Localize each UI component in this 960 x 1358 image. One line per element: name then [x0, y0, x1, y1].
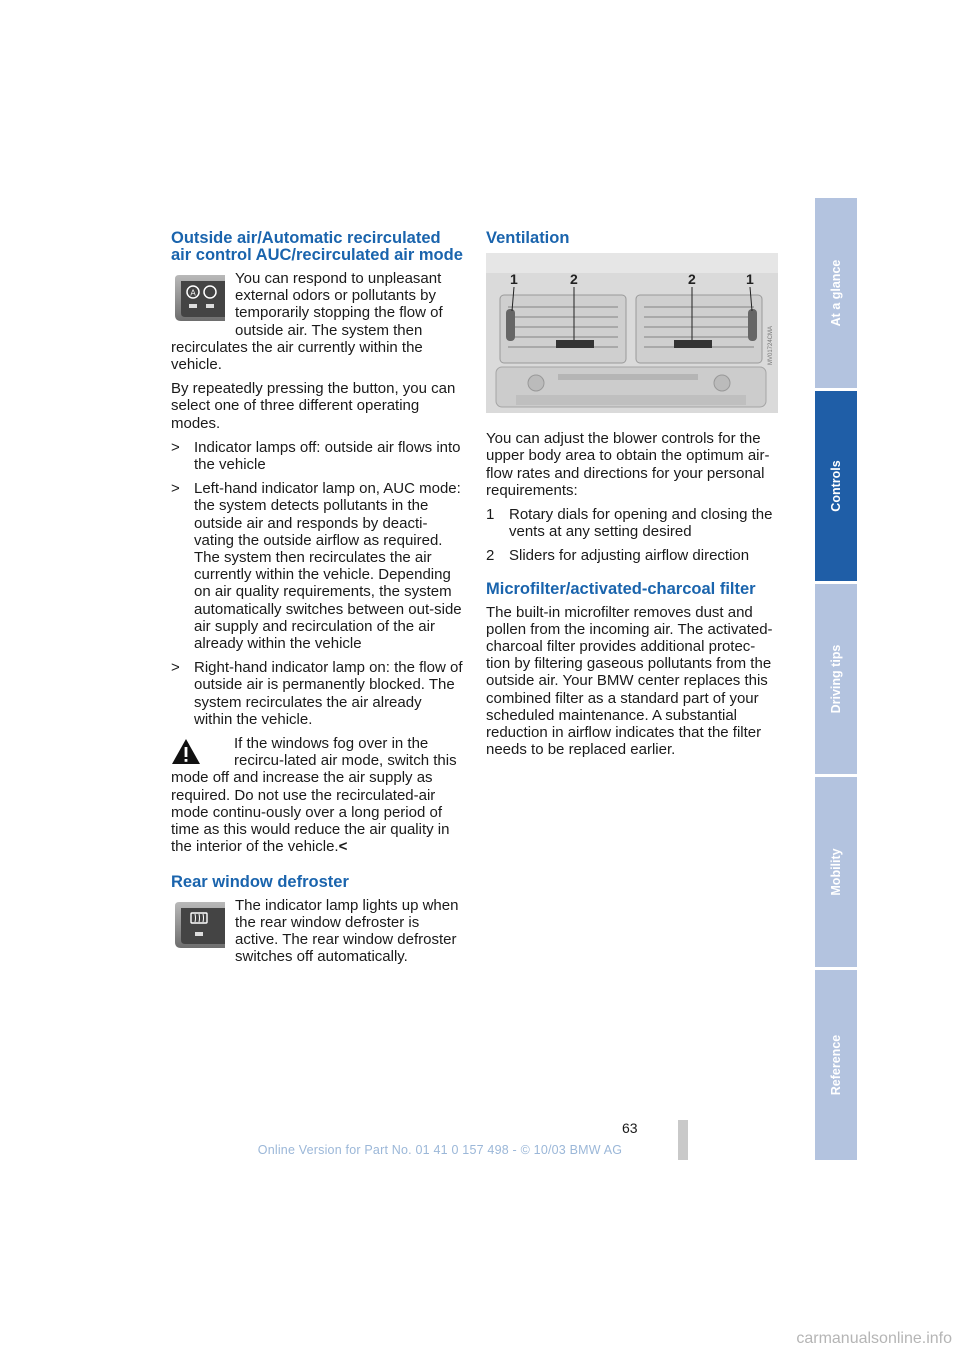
- callout-label: 1: [510, 271, 518, 287]
- defroster-block: [171, 897, 463, 973]
- right-column: [486, 230, 778, 765]
- footer: Online Version for Part No. 01 41 0 157 498 - © 10/03 BMW AG: [257, 1143, 623, 1157]
- rear-defroster-button-icon: [171, 900, 225, 950]
- ventilation-intro: You can adjust the blower controls for the upper body area to obtain the optimum air-flow rates and directions for your personal requirements:: [486, 430, 770, 499]
- watermark: carmanualsonline.info: [796, 1330, 952, 1347]
- microfilter-text: The built-in microfilter removes dust and pollen from the incoming air. The activated-charcoal filter provides additional protec-tion by filtering gaseous pollutants from the outside air. Your BMW center replaces this combined filter as a standard part of your scheduled maintenance. A substantial reduction in airflow indicates that the filter needs to be replaced earlier.: [486, 603, 773, 759]
- tab-reference[interactable]: Reference: [815, 970, 857, 1160]
- left-column: [171, 230, 463, 972]
- callout-list: [486, 506, 778, 565]
- heading-microfilter: Microfilter/activated-charcoal filter: [486, 579, 756, 598]
- list-item: 1 Rotary dials for opening and closing the vents at any setting desired: [486, 506, 773, 541]
- auc-block: [171, 270, 463, 380]
- heading-rear-defroster: Rear window defroster: [171, 872, 349, 891]
- list-item: 2 Sliders for adjusting airflow direction: [486, 547, 750, 565]
- callout-label: 2: [688, 271, 696, 287]
- callout-label: 2: [570, 271, 578, 287]
- auc-modes-text: By repeatedly pressing the button, you can select one of three different operating modes.: [171, 380, 456, 432]
- image-code: MV01724CMA: [768, 325, 774, 365]
- list-item: > Left-hand indicator lamp on, AUC mode: the system detects pollutants in the outside air and responds by deacti-vating the outside airflow as required. The system then recirculates the air currently within the vehicle. Depending on air quality requirements, the system automatically switches between out-side air supply and recirculation of the air already within the vehicle: [171, 480, 462, 653]
- tab-driving-tips[interactable]: Driving tips: [815, 584, 857, 774]
- section-tabs: [815, 198, 857, 1163]
- svg-text:A: A: [190, 288, 196, 298]
- tab-mobility[interactable]: Mobility: [815, 777, 857, 967]
- list-item: > Right-hand indicator lamp on: the flow of outside air is permanently blocked. The system recirculates the air already within the vehicle.: [171, 659, 463, 728]
- heading-ventilation: Ventilation: [486, 229, 570, 247]
- auc-button-icon: [171, 273, 225, 323]
- heading-recirculated-air: Outside air/Automatic recirculated air control AUC/recirculated air mode: [171, 229, 463, 264]
- mode-list: [171, 439, 463, 728]
- page-number: 63: [622, 1120, 638, 1136]
- ventilation-photo: [486, 253, 778, 413]
- defroster-text: The indicator lamp lights up when the rear window defroster is active. The rear window defroster switches off automatically.: [235, 896, 459, 966]
- warning-note: If the windows fog over in the recircu-lated air mode, switch this mode off and increase the air supply as required. Do not use the recirculated-air mode continu-ously over a long period of time as this would reduce the air quality in the interior of the vehicle.<: [171, 735, 457, 856]
- auc-intro: You can respond to unpleasant external odors or pollutants by temporarily stopping the flow of outside air. The system then recirculates the air currently within the vehicle.: [171, 270, 443, 374]
- warning-triangle-icon: [171, 737, 201, 765]
- list-item: > Indicator lamps off: outside air flows into the vehicle: [171, 438, 461, 474]
- tab-controls[interactable]: Controls: [815, 391, 857, 581]
- callout-label: 1: [746, 271, 754, 287]
- tab-at-a-glance[interactable]: At a glance: [815, 198, 857, 388]
